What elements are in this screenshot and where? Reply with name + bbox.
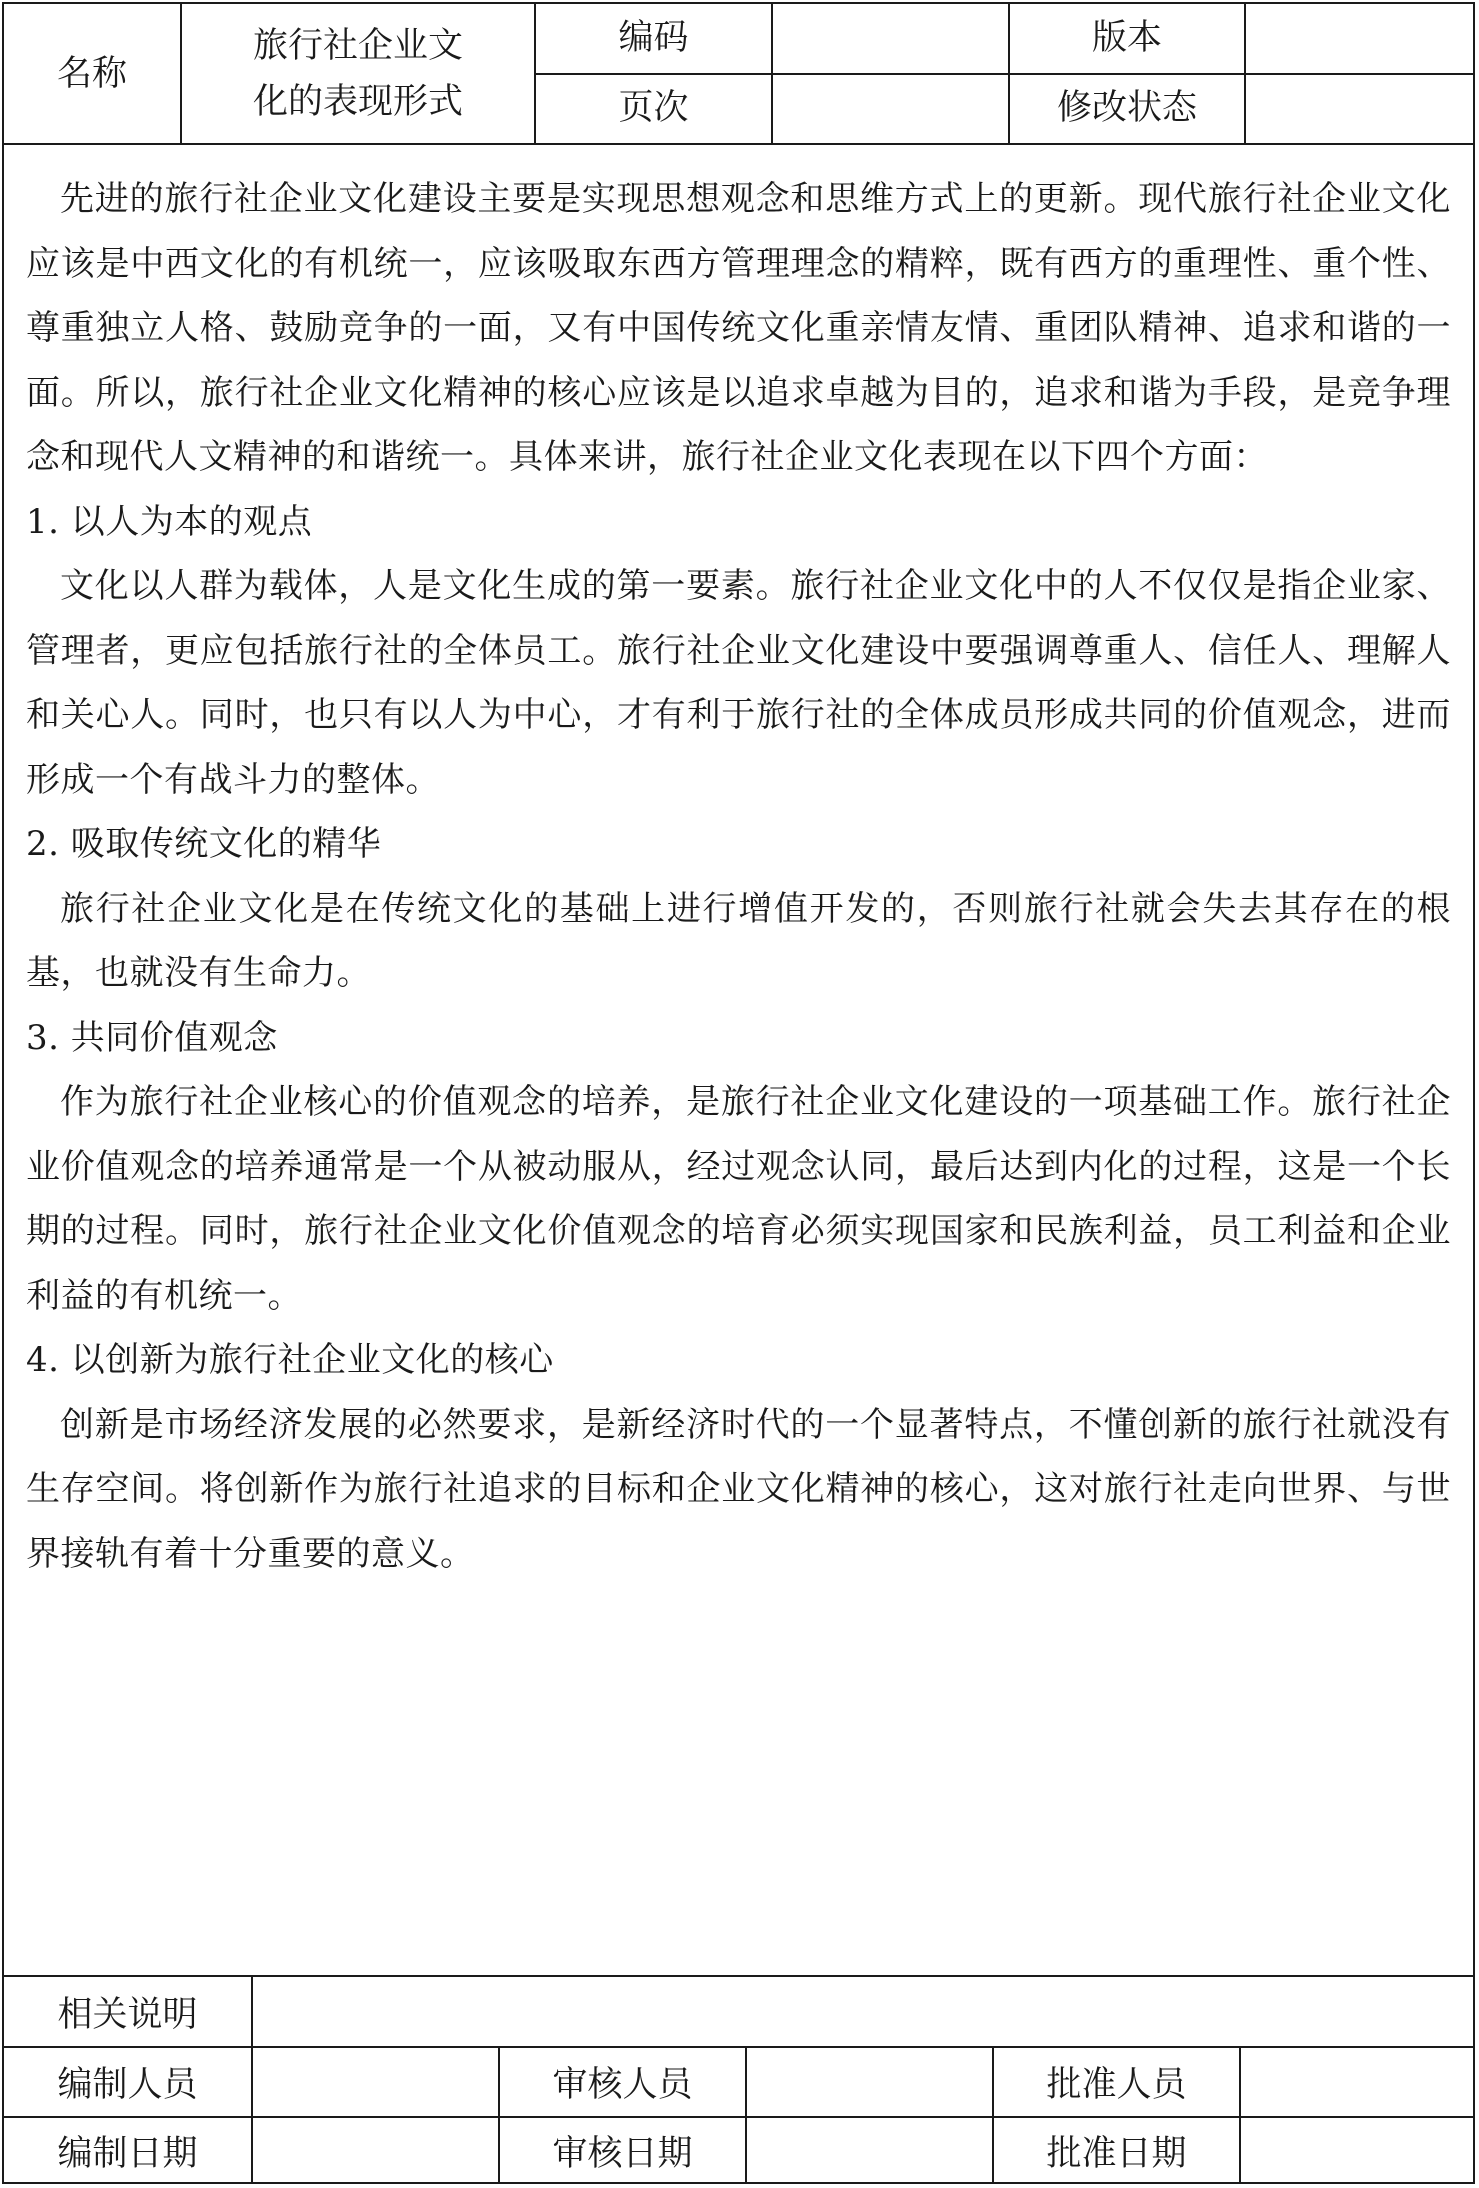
reviewer-value [747,2048,992,2116]
page-label: 页次 [618,88,689,129]
approve-date-label: 批准日期 [1046,2134,1187,2174]
code-label: 编码 [618,17,689,58]
section-heading: 4. 以创新为旅行社企业文化的核心 [26,1340,554,1380]
edit-date-value [253,2118,498,2184]
section-heading: 1. 以人为本的观点 [26,501,313,542]
editor-label: 编制人员 [57,2065,198,2105]
document-body [4,145,1473,1975]
document-title-line2: 化的表现形式 [252,81,463,122]
editor-value [253,2048,498,2116]
notes-label: 相关说明 [57,1994,198,2035]
section-heading: 3. 共同价值观念 [26,1017,278,1058]
revision-label: 修改状态 [1056,88,1197,129]
section-paragraph: 文化以人群为载体，人是文化生成的第一要素。旅行社企业文化中的人不仅仅是指企业家、管理者，更应包括旅行社的全体员工。旅行社企业文化建设中要强调尊重人、信任人、理解人和关心人。同时，也只有以人为中心，才有利于旅行社的全体成员形成共同的价值观念，进而形成一个有战斗力的整体。 [26,566,1451,800]
section-heading: 2. 吸取传统文化的精华 [26,824,382,864]
section-paragraph: 作为旅行社企业核心的价值观念的培养，是旅行社企业文化建设的一项基础工作。旅行社企业价值观念的培养通常是一个从被动服从，经过观念认同，最后达到内化的过程，这是一个长期的过程。同时，旅行社企业文化价值观念的培育必须实现国家和民族利益，员工利益和企业利益的有机统一。 [26,1082,1451,1316]
version-label: 版本 [1091,17,1162,58]
footer-table [4,1975,1473,2186]
approve-date-value [1241,2118,1473,2184]
edit-date-label: 编制日期 [57,2134,198,2174]
review-date-label: 审核日期 [552,2134,693,2174]
reviewer-label: 审核人员 [552,2065,693,2105]
version-value [1246,4,1473,73]
intro-paragraph: 先进的旅行社企业文化建设主要是实现思想观念和思维方式上的更新。现代旅行社企业文化应该是中西文化的有机统一，应该吸取东西方管理理念的精粹，既有西方的重理性、重个性、尊重独立人格、鼓励竞争的一面，又有中国传统文化重亲情友情、重团队精神、追求和谐的一面。所以，旅行社企业文化精神的核心应该是以追求卓越为目的，追求和谐为手段，是竞争理念和现代人文精神的和谐统一。具体来讲，旅行社企业文化表现在以下四个方面： [26,179,1451,477]
approver-label: 批准人员 [1046,2065,1187,2105]
notes-value [253,1977,1473,2046]
document-title-cell [182,4,534,145]
revision-value [1246,75,1473,143]
page-value [773,75,1008,143]
review-date-value [747,2118,992,2184]
code-value [773,4,1008,73]
section-paragraph: 旅行社企业文化是在传统文化的基础上进行增值开发的，否则旅行社就会失去其存在的根基，也就没有生命力。 [26,888,1451,993]
section-paragraph: 创新是市场经济发展的必然要求，是新经济时代的一个显著特点，不懂创新的旅行社就没有生存空间。将创新作为旅行社追求的目标和企业文化精神的核心，这对旅行社走向世界、与世界接轨有着十分重要的意义。 [26,1404,1451,1574]
document-form [2,2,1475,2184]
name-label: 名称 [56,53,127,94]
document-title-line1: 旅行社企业文 [252,26,463,66]
approver-value [1241,2048,1473,2116]
header-table [4,4,1473,145]
